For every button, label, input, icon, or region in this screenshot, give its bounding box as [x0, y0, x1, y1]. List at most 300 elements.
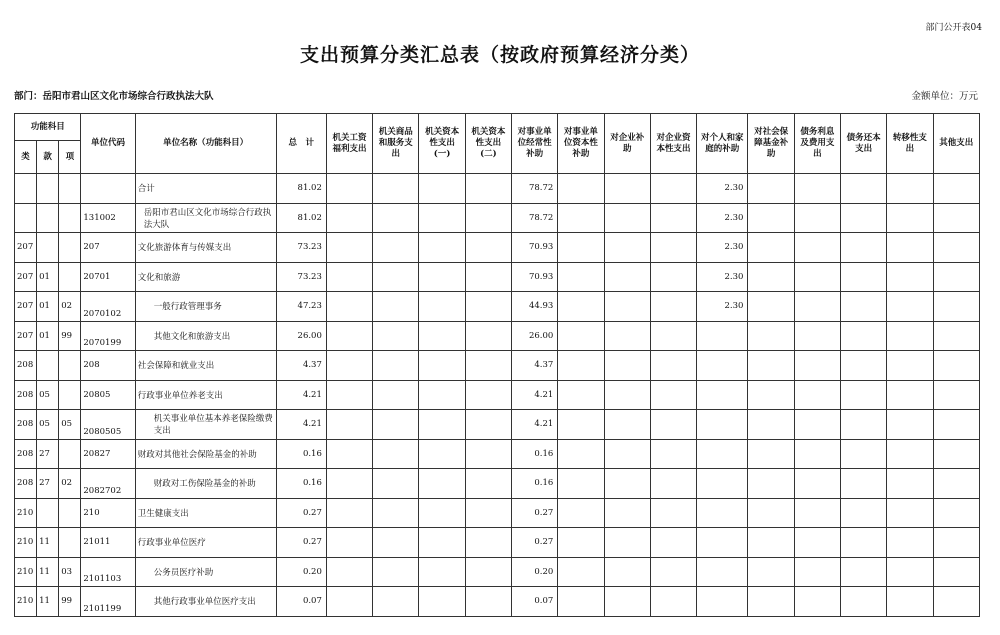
table-row — [15, 233, 980, 263]
cell-empty — [604, 380, 650, 410]
cell-empty — [419, 233, 465, 263]
cell-empty — [748, 292, 794, 322]
cell-xiang — [59, 174, 81, 204]
cell-unit-name: 机关事业单位基本养老保险缴费支出 — [135, 410, 276, 440]
cell-lei: 210 — [15, 557, 37, 587]
cell-unit-name: 行政事业单位医疗 — [135, 528, 276, 558]
cell-empty — [465, 321, 511, 351]
cell-empty — [604, 233, 650, 263]
cell-empty — [373, 174, 419, 204]
table-row — [15, 351, 980, 381]
cell-empty — [841, 174, 887, 204]
cell-unit-name: 其他文化和旅游支出 — [135, 321, 276, 351]
cell-empty — [558, 410, 604, 440]
cell-empty — [841, 528, 887, 558]
cell-unit-name: 岳阳市君山区文化市场综合行政执法大队 — [135, 203, 276, 233]
cell-empty — [933, 439, 979, 469]
cell-empty — [373, 498, 419, 528]
header-col: 机关资本性支出(二) — [465, 114, 511, 174]
cell-empty — [465, 557, 511, 587]
header-col: 机关商品和服务支出 — [373, 114, 419, 174]
cell-empty — [558, 233, 604, 263]
cell-geren-jiating — [697, 528, 748, 558]
cell-empty — [558, 262, 604, 292]
cell-empty — [558, 498, 604, 528]
cell-empty — [748, 203, 794, 233]
cell-empty — [748, 439, 794, 469]
cell-unit-name: 行政事业单位养老支出 — [135, 380, 276, 410]
cell-empty — [650, 587, 696, 617]
cell-empty — [465, 587, 511, 617]
cell-empty — [558, 587, 604, 617]
cell-empty — [933, 498, 979, 528]
cell-total: 0.16 — [276, 439, 326, 469]
table-row — [15, 587, 980, 617]
cell-total: 4.37 — [276, 351, 326, 381]
cell-unit-code: 20701 — [81, 262, 135, 292]
cell-lei: 207 — [15, 292, 37, 322]
cell-empty — [604, 203, 650, 233]
cell-kuan: 01 — [37, 321, 59, 351]
cell-empty — [373, 321, 419, 351]
cell-empty — [650, 410, 696, 440]
header-col: 其他支出 — [933, 114, 979, 174]
cell-geren-jiating — [697, 587, 748, 617]
cell-empty — [419, 380, 465, 410]
table-row — [15, 174, 980, 204]
cell-kuan: 01 — [37, 262, 59, 292]
budget-table — [14, 113, 980, 617]
cell-empty — [465, 469, 511, 499]
header-col: 机关工资福利支出 — [326, 114, 372, 174]
cell-unit-name: 其他行政事业单位医疗支出 — [135, 587, 276, 617]
cell-empty — [465, 380, 511, 410]
cell-empty — [465, 292, 511, 322]
cell-empty — [373, 469, 419, 499]
cell-empty — [373, 292, 419, 322]
cell-empty — [604, 528, 650, 558]
cell-empty — [887, 587, 933, 617]
cell-empty — [373, 528, 419, 558]
cell-empty — [794, 439, 840, 469]
cell-geren-jiating — [697, 498, 748, 528]
cell-empty — [650, 557, 696, 587]
cell-empty — [650, 380, 696, 410]
cell-empty — [794, 380, 840, 410]
cell-empty — [326, 469, 372, 499]
cell-empty — [419, 203, 465, 233]
cell-xiang — [59, 351, 81, 381]
cell-empty — [465, 262, 511, 292]
cell-empty — [604, 410, 650, 440]
cell-empty — [558, 439, 604, 469]
cell-total: 26.00 — [276, 321, 326, 351]
cell-empty — [373, 203, 419, 233]
cell-geren-jiating — [697, 380, 748, 410]
cell-unit-code — [81, 174, 135, 204]
cell-empty — [650, 174, 696, 204]
cell-empty — [650, 528, 696, 558]
cell-lei — [15, 203, 37, 233]
cell-geren-jiating — [697, 351, 748, 381]
cell-empty — [373, 351, 419, 381]
cell-empty — [558, 469, 604, 499]
cell-empty — [887, 557, 933, 587]
cell-unit-name: 文化和旅游 — [135, 262, 276, 292]
cell-empty — [326, 203, 372, 233]
cell-empty — [326, 380, 372, 410]
cell-xiang — [59, 233, 81, 263]
cell-empty — [419, 498, 465, 528]
cell-unit-code: 208 — [81, 351, 135, 381]
cell-empty — [933, 351, 979, 381]
header-col: 债务还本支出 — [841, 114, 887, 174]
cell-lei: 210 — [15, 528, 37, 558]
cell-empty — [465, 439, 511, 469]
cell-empty — [604, 469, 650, 499]
cell-empty — [794, 557, 840, 587]
cell-unit-name: 卫生健康支出 — [135, 498, 276, 528]
cell-kuan — [37, 174, 59, 204]
cell-empty — [419, 262, 465, 292]
header-col: 对社会保障基金补助 — [748, 114, 794, 174]
cell-empty — [326, 174, 372, 204]
cell-empty — [326, 498, 372, 528]
cell-empty — [841, 233, 887, 263]
table-row — [15, 262, 980, 292]
cell-unit-code: 20805 — [81, 380, 135, 410]
cell-shiye-jingchang: 44.93 — [512, 292, 558, 322]
cell-kuan: 05 — [37, 410, 59, 440]
cell-kuan: 11 — [37, 587, 59, 617]
cell-empty — [604, 557, 650, 587]
cell-empty — [326, 321, 372, 351]
cell-total: 73.23 — [276, 262, 326, 292]
cell-empty — [326, 439, 372, 469]
cell-empty — [933, 528, 979, 558]
cell-empty — [794, 262, 840, 292]
header-unit-code: 单位代码 — [81, 114, 135, 174]
cell-lei: 208 — [15, 410, 37, 440]
cell-total: 81.02 — [276, 174, 326, 204]
cell-empty — [373, 262, 419, 292]
table-row — [15, 498, 980, 528]
cell-empty — [465, 233, 511, 263]
table-row — [15, 203, 980, 233]
cell-empty — [748, 557, 794, 587]
cell-empty — [794, 233, 840, 263]
cell-empty — [794, 203, 840, 233]
cell-shiye-jingchang: 0.20 — [512, 557, 558, 587]
cell-shiye-jingchang: 4.21 — [512, 380, 558, 410]
cell-xiang — [59, 439, 81, 469]
cell-kuan — [37, 203, 59, 233]
table-row — [15, 380, 980, 410]
cell-empty — [373, 587, 419, 617]
cell-empty — [748, 587, 794, 617]
cell-lei: 208 — [15, 351, 37, 381]
cell-empty — [887, 321, 933, 351]
cell-empty — [887, 351, 933, 381]
cell-unit-code: 207 — [81, 233, 135, 263]
cell-kuan: 01 — [37, 292, 59, 322]
cell-empty — [326, 557, 372, 587]
cell-empty — [841, 321, 887, 351]
cell-total: 4.21 — [276, 380, 326, 410]
header-unit-name: 单位名称（功能科目） — [135, 114, 276, 174]
cell-empty — [933, 292, 979, 322]
table-row — [15, 439, 980, 469]
header-xiang: 项 — [59, 141, 81, 174]
header-col: 机关资本性支出(一) — [419, 114, 465, 174]
cell-empty — [326, 587, 372, 617]
cell-empty — [558, 351, 604, 381]
cell-total: 0.16 — [276, 469, 326, 499]
cell-empty — [558, 380, 604, 410]
cell-empty — [794, 174, 840, 204]
cell-empty — [841, 262, 887, 292]
cell-empty — [419, 410, 465, 440]
cell-geren-jiating — [697, 469, 748, 499]
cell-unit-name: 一般行政管理事务 — [135, 292, 276, 322]
cell-empty — [465, 528, 511, 558]
cell-empty — [419, 174, 465, 204]
cell-empty — [748, 469, 794, 499]
cell-total: 47.23 — [276, 292, 326, 322]
cell-empty — [326, 233, 372, 263]
cell-shiye-jingchang: 4.37 — [512, 351, 558, 381]
cell-total: 0.07 — [276, 587, 326, 617]
cell-kuan: 11 — [37, 557, 59, 587]
cell-shiye-jingchang: 0.16 — [512, 439, 558, 469]
header-col: 债务利息及费用支出 — [794, 114, 840, 174]
cell-empty — [465, 203, 511, 233]
cell-empty — [841, 203, 887, 233]
cell-empty — [841, 380, 887, 410]
cell-empty — [841, 292, 887, 322]
header-col: 转移性支出 — [887, 114, 933, 174]
cell-empty — [604, 292, 650, 322]
cell-unit-name: 财政对其他社会保险基金的补助 — [135, 439, 276, 469]
cell-empty — [326, 410, 372, 440]
cell-empty — [887, 380, 933, 410]
cell-lei: 208 — [15, 439, 37, 469]
cell-empty — [373, 380, 419, 410]
cell-empty — [604, 321, 650, 351]
table-number-label: 部门公开表04 — [925, 23, 982, 33]
cell-empty — [748, 262, 794, 292]
cell-empty — [933, 557, 979, 587]
cell-empty — [748, 380, 794, 410]
cell-empty — [794, 498, 840, 528]
cell-empty — [419, 439, 465, 469]
cell-empty — [465, 174, 511, 204]
page-title: 支出预算分类汇总表（按政府预算经济分类） — [299, 44, 700, 66]
table-row — [15, 557, 980, 587]
cell-total: 81.02 — [276, 203, 326, 233]
cell-shiye-jingchang: 70.93 — [512, 233, 558, 263]
cell-total: 0.20 — [276, 557, 326, 587]
cell-empty — [887, 262, 933, 292]
cell-geren-jiating: 2.30 — [697, 203, 748, 233]
cell-total: 4.21 — [276, 410, 326, 440]
cell-empty — [933, 233, 979, 263]
cell-empty — [887, 410, 933, 440]
cell-shiye-jingchang: 78.72 — [512, 203, 558, 233]
cell-empty — [419, 528, 465, 558]
cell-empty — [419, 292, 465, 322]
cell-empty — [558, 203, 604, 233]
cell-empty — [748, 410, 794, 440]
cell-lei: 207 — [15, 233, 37, 263]
table-row — [15, 528, 980, 558]
cell-lei: 208 — [15, 469, 37, 499]
header-col: 对事业单位资本性补助 — [558, 114, 604, 174]
cell-empty — [604, 351, 650, 381]
cell-unit-code: 2080505 — [81, 410, 135, 440]
cell-xiang — [59, 203, 81, 233]
cell-empty — [841, 351, 887, 381]
cell-unit-name: 财政对工伤保险基金的补助 — [135, 469, 276, 499]
cell-unit-code: 2070102 — [81, 292, 135, 322]
cell-empty — [748, 351, 794, 381]
cell-empty — [841, 587, 887, 617]
cell-kuan: 05 — [37, 380, 59, 410]
cell-empty — [419, 557, 465, 587]
cell-empty — [326, 262, 372, 292]
cell-empty — [650, 469, 696, 499]
cell-empty — [604, 174, 650, 204]
cell-lei: 210 — [15, 587, 37, 617]
cell-geren-jiating — [697, 557, 748, 587]
cell-empty — [794, 321, 840, 351]
cell-empty — [887, 439, 933, 469]
header-lei: 类 — [15, 141, 37, 174]
cell-empty — [933, 203, 979, 233]
cell-empty — [933, 469, 979, 499]
cell-empty — [558, 174, 604, 204]
cell-empty — [794, 292, 840, 322]
cell-empty — [933, 174, 979, 204]
header-col: 对企业资本性支出 — [650, 114, 696, 174]
cell-empty — [794, 528, 840, 558]
cell-empty — [604, 262, 650, 292]
cell-kuan — [37, 351, 59, 381]
cell-empty — [933, 410, 979, 440]
cell-xiang: 05 — [59, 410, 81, 440]
cell-unit-code: 2101103 — [81, 557, 135, 587]
cell-empty — [419, 351, 465, 381]
cell-unit-code: 2101199 — [81, 587, 135, 617]
table-body — [15, 174, 980, 617]
department-label: 部门：岳阳市君山区文化市场综合行政执法大队 — [14, 91, 214, 102]
cell-unit-name: 合计 — [135, 174, 276, 204]
header-func-subject: 功能科目 — [15, 114, 81, 141]
cell-empty — [794, 587, 840, 617]
cell-total: 0.27 — [276, 528, 326, 558]
cell-xiang — [59, 528, 81, 558]
cell-geren-jiating — [697, 410, 748, 440]
cell-empty — [887, 203, 933, 233]
cell-empty — [373, 557, 419, 587]
cell-shiye-jingchang: 0.27 — [512, 498, 558, 528]
cell-empty — [933, 380, 979, 410]
cell-shiye-jingchang: 0.07 — [512, 587, 558, 617]
header-col: 对企业补助 — [604, 114, 650, 174]
cell-empty — [748, 528, 794, 558]
cell-empty — [887, 233, 933, 263]
cell-empty — [604, 439, 650, 469]
cell-unit-name: 公务员医疗补助 — [135, 557, 276, 587]
cell-empty — [650, 262, 696, 292]
cell-shiye-jingchang: 4.21 — [512, 410, 558, 440]
cell-xiang — [59, 380, 81, 410]
cell-empty — [419, 587, 465, 617]
cell-empty — [650, 498, 696, 528]
cell-empty — [887, 174, 933, 204]
cell-kuan — [37, 233, 59, 263]
cell-empty — [465, 351, 511, 381]
cell-empty — [748, 498, 794, 528]
cell-unit-code: 2082702 — [81, 469, 135, 499]
table-row — [15, 292, 980, 322]
cell-empty — [650, 321, 696, 351]
cell-empty — [326, 292, 372, 322]
cell-empty — [558, 321, 604, 351]
cell-xiang: 99 — [59, 587, 81, 617]
cell-empty — [841, 557, 887, 587]
cell-empty — [558, 528, 604, 558]
cell-empty — [650, 233, 696, 263]
cell-geren-jiating: 2.30 — [697, 233, 748, 263]
cell-empty — [933, 262, 979, 292]
cell-empty — [933, 321, 979, 351]
cell-lei: 210 — [15, 498, 37, 528]
cell-empty — [604, 498, 650, 528]
cell-empty — [373, 410, 419, 440]
cell-total: 0.27 — [276, 498, 326, 528]
cell-empty — [748, 233, 794, 263]
cell-unit-code: 2070199 — [81, 321, 135, 351]
cell-shiye-jingchang: 70.93 — [512, 262, 558, 292]
cell-empty — [419, 469, 465, 499]
cell-geren-jiating — [697, 321, 748, 351]
cell-unit-code: 210 — [81, 498, 135, 528]
cell-unit-code: 20827 — [81, 439, 135, 469]
cell-empty — [887, 498, 933, 528]
cell-empty — [841, 439, 887, 469]
cell-empty — [841, 498, 887, 528]
cell-empty — [794, 410, 840, 440]
header-col: 对事业单位经常性补助 — [512, 114, 558, 174]
amount-unit-label: 金额单位：万元 — [911, 91, 978, 102]
cell-empty — [419, 321, 465, 351]
cell-empty — [326, 528, 372, 558]
cell-unit-code: 131002 — [81, 203, 135, 233]
cell-empty — [465, 498, 511, 528]
header-kuan: 款 — [37, 141, 59, 174]
cell-empty — [887, 528, 933, 558]
cell-shiye-jingchang: 26.00 — [512, 321, 558, 351]
cell-empty — [841, 410, 887, 440]
cell-empty — [748, 174, 794, 204]
cell-empty — [794, 469, 840, 499]
cell-lei: 207 — [15, 262, 37, 292]
cell-lei: 208 — [15, 380, 37, 410]
table-row — [15, 469, 980, 499]
cell-shiye-jingchang: 0.16 — [512, 469, 558, 499]
cell-lei — [15, 174, 37, 204]
